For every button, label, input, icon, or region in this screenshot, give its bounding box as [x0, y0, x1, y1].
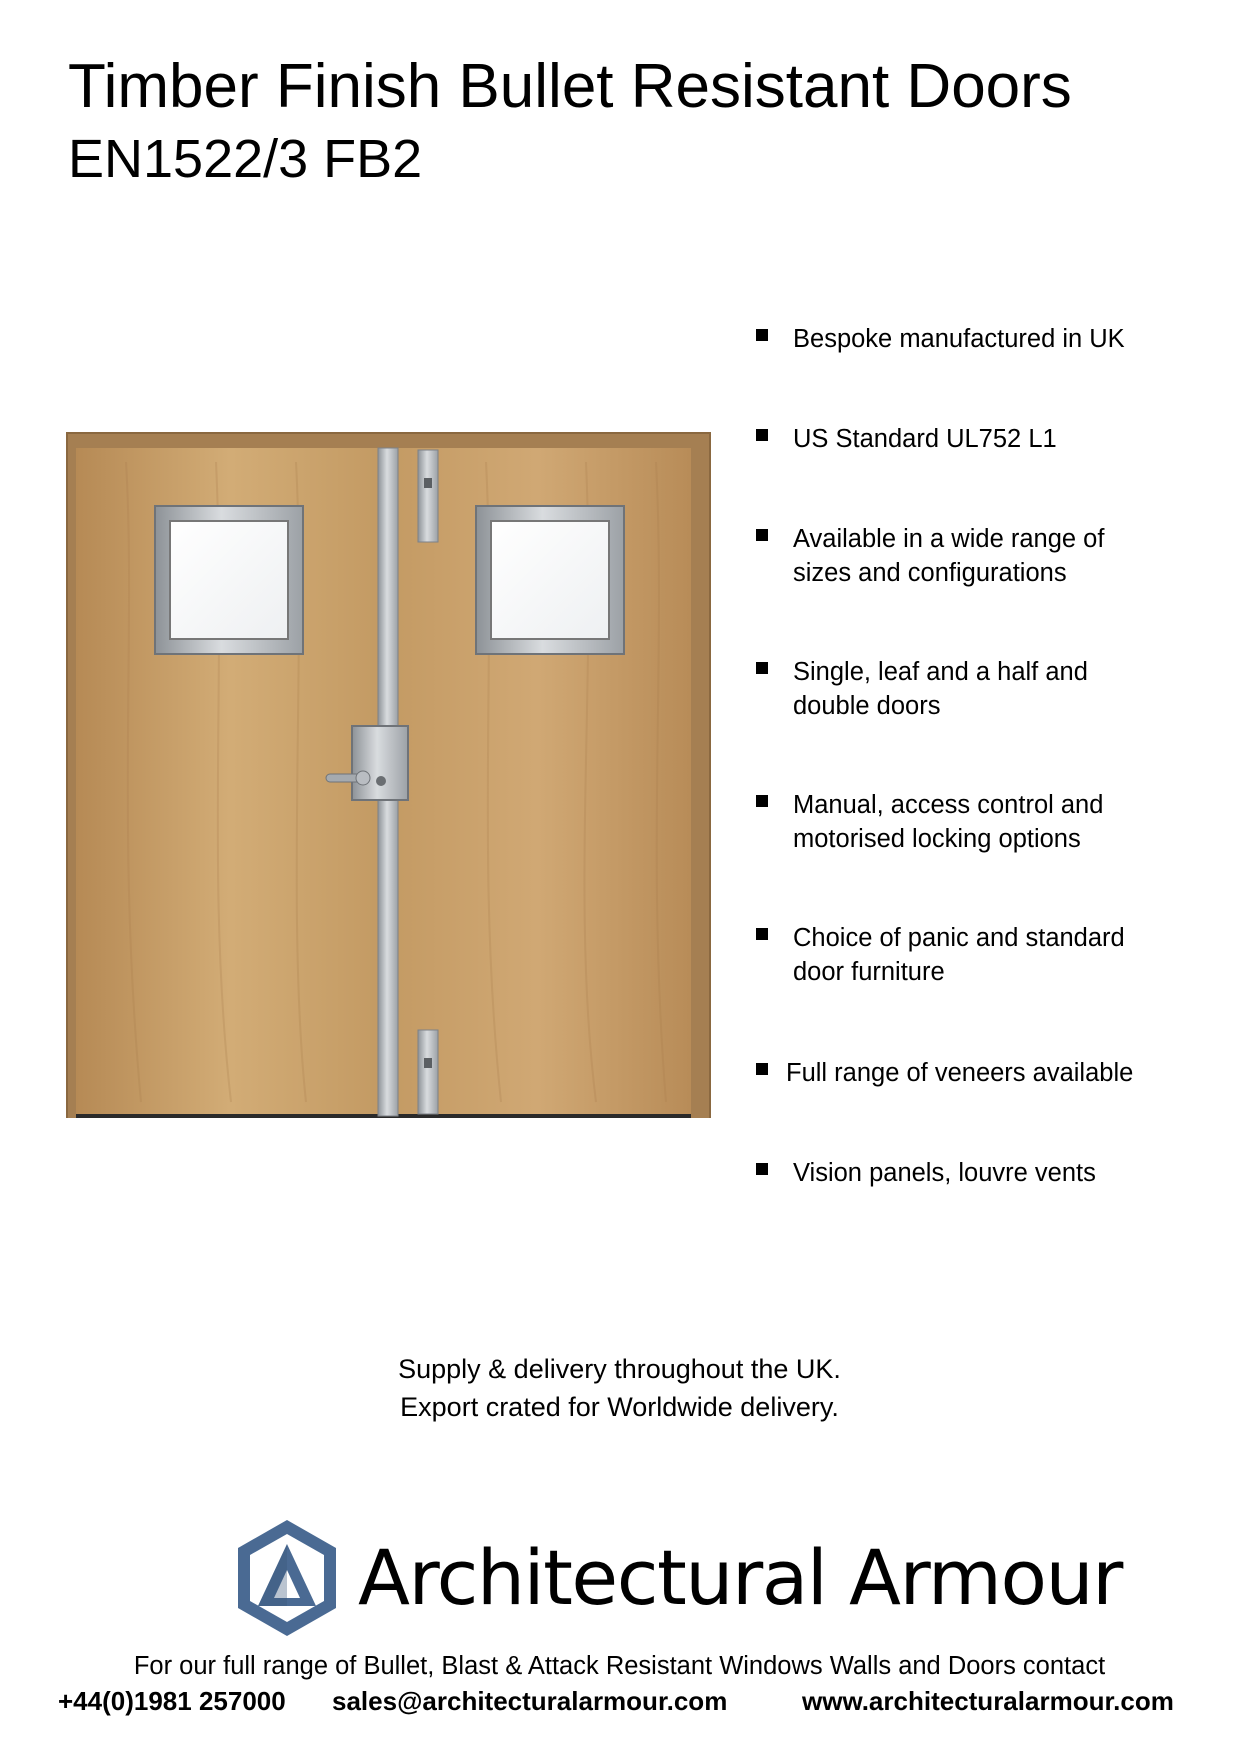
feature-line: US Standard UL752 L1	[793, 425, 1057, 453]
square-bullet-icon	[756, 1063, 768, 1075]
square-bullet-icon	[756, 795, 768, 807]
feature-line: Bespoke manufactured in UK	[793, 325, 1125, 353]
hexagon-a-logo-icon	[236, 1518, 338, 1638]
email-link[interactable]: sales@architecturalarmour.com	[332, 1686, 728, 1716]
supply-line-2: Export crated for Worldwide delivery.	[400, 1392, 839, 1422]
contact-intro: For our full range of Bullet, Blast & Attack Resistant Windows Walls and Doors contact	[133, 1652, 1106, 1680]
feature-line: door furniture	[793, 958, 945, 986]
website-link[interactable]: www.architecturalarmour.com	[802, 1686, 1174, 1716]
supply-note	[0, 1350, 1239, 1426]
brand-name: Architectural Armour	[358, 1533, 1122, 1622]
phone-number[interactable]: +44(0)1981 257000	[58, 1686, 286, 1716]
feature-line: Single, leaf and a half and	[793, 658, 1088, 686]
square-bullet-icon	[756, 529, 768, 541]
page-subtitle: EN1522/3 FB2	[68, 129, 423, 189]
feature-line: Full range of veneers available	[786, 1059, 1134, 1087]
square-bullet-icon	[756, 429, 768, 441]
feature-line: motorised locking options	[793, 825, 1081, 853]
feature-line: Manual, access control and	[793, 791, 1104, 819]
supply-line-1: Supply & delivery throughout the UK.	[398, 1354, 841, 1384]
square-bullet-icon	[756, 928, 768, 940]
feature-line: Available in a wide range of	[793, 525, 1105, 553]
double-timber-door-icon	[66, 432, 711, 1118]
feature-line: Choice of panic and standard	[793, 924, 1125, 952]
feature-line: sizes and configurations	[793, 559, 1067, 587]
feature-line: Vision panels, louvre vents	[793, 1159, 1096, 1187]
square-bullet-icon	[756, 1163, 768, 1175]
square-bullet-icon	[756, 662, 768, 674]
feature-line: double doors	[793, 692, 941, 720]
square-bullet-icon	[756, 329, 768, 341]
page-title: Timber Finish Bullet Resistant Doors	[68, 52, 1072, 121]
